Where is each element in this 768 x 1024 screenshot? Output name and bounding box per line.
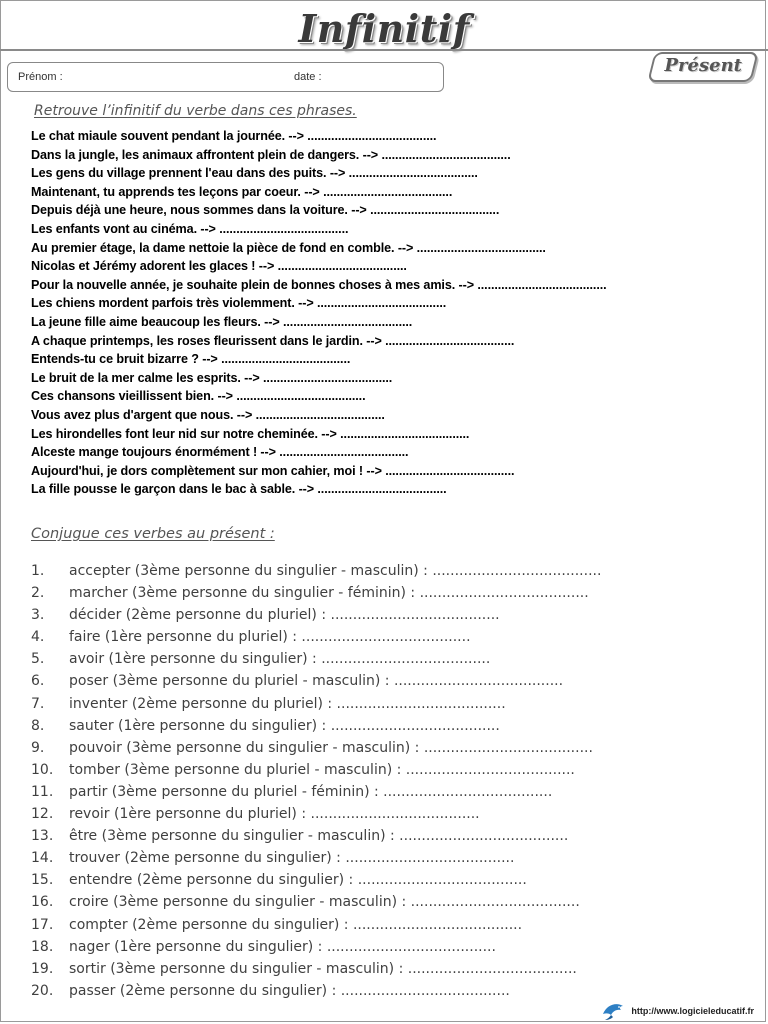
- verb-item: [31, 626, 601, 648]
- verb-item-number: 20.: [31, 982, 54, 999]
- tense-badge: [647, 52, 758, 82]
- verb-item-text: accepter (3ème personne du singulier - masculin) : ......................................: [69, 563, 602, 579]
- verb-item-text: revoir (1ère personne du pluriel) : ......................................: [69, 806, 480, 823]
- verb-item-number: 4.: [31, 629, 45, 646]
- verb-item-number: 7.: [31, 695, 45, 712]
- verb-item-number: 18.: [31, 938, 54, 955]
- prenom-label: Prénom :: [18, 71, 63, 83]
- verb-item-text: inventer (2ème personne du pluriel) : ......................................: [69, 695, 506, 712]
- sentence-item: Entends-tu ce bruit bizarre ? --> ......................................: [31, 352, 351, 367]
- verb-item-number: 3.: [31, 607, 45, 624]
- page-title: Infinitif: [298, 6, 470, 51]
- verb-item-number: 19.: [31, 960, 54, 977]
- verb-item-text: tomber (3ème personne du pluriel - masculin) : ......................................: [69, 761, 575, 778]
- verb-item-number: 6.: [31, 673, 45, 690]
- sentence-item: Le chat miaule souvent pendant la journée. --> ......................................: [31, 129, 437, 143]
- verb-item: [31, 914, 601, 936]
- tense-badge-label: Présent: [664, 55, 742, 76]
- verb-item: [31, 737, 601, 759]
- date-label: date :: [294, 71, 322, 83]
- dolphin-icon: [601, 1000, 627, 1022]
- verb-item-number: 10.: [31, 761, 54, 778]
- verb-item-number: 2.: [31, 585, 45, 602]
- verb-item-text: pouvoir (3ème personne du singulier - masculin) : ......................................: [69, 739, 593, 756]
- sentence-item: A chaque printemps, les roses fleurissent dans le jardin. --> ......................................: [31, 333, 515, 348]
- sentence-item: Les chiens mordent parfois très violemment. --> ......................................: [31, 296, 447, 311]
- verb-item: [31, 803, 601, 825]
- sentence-item: Pour la nouvelle année, je souhaite plein de bonnes choses à mes amis. --> ......................................: [31, 277, 607, 292]
- verb-item: [31, 891, 601, 913]
- verb-item: [31, 670, 601, 692]
- verb-item-number: 16.: [31, 894, 54, 911]
- verb-item: [31, 604, 601, 626]
- title-divider: [0, 49, 768, 51]
- exercise2-title: Conjugue ces verbes au présent :: [31, 526, 275, 542]
- verb-item-text: entendre (2ème personne du singulier) : ......................................: [69, 872, 527, 889]
- verb-item: [31, 980, 601, 1002]
- sentence-item: Les hirondelles font leur nid sur notre cheminée. --> ......................................: [31, 426, 470, 441]
- verb-item-text: trouver (2ème personne du singulier) : ......................................: [69, 850, 515, 867]
- verb-item-text: décider (2ème personne du pluriel) : ......................................: [69, 607, 500, 624]
- verb-item-number: 14.: [31, 850, 54, 867]
- verb-item: [31, 582, 601, 604]
- sentence-item: Nicolas et Jérémy adorent les glaces ! --> ......................................: [31, 259, 407, 274]
- verb-item-text: être (3ème personne du singulier - masculin) : ......................................: [69, 828, 569, 845]
- sentence-item: Depuis déjà une heure, nous sommes dans la voiture. --> ......................................: [31, 203, 500, 218]
- verb-item: [31, 781, 601, 803]
- verb-item-number: 5.: [31, 651, 45, 668]
- verb-item-number: 13.: [31, 828, 54, 845]
- footer: [601, 1000, 754, 1022]
- verb-item: [31, 825, 601, 847]
- verb-item-number: 11.: [31, 783, 54, 800]
- verb-item: [31, 715, 601, 737]
- verb-item-number: 9.: [31, 739, 45, 756]
- verb-item: [31, 648, 601, 670]
- verb-item: [31, 759, 601, 781]
- sentence-item: Dans la jungle, les animaux affrontent plein de dangers. --> ......................................: [31, 147, 511, 162]
- sentence-item: La fille pousse le garçon dans le bac à sable. --> ......................................: [31, 482, 447, 497]
- sentence-item: Vous avez plus d'argent que nous. --> ......................................: [31, 407, 385, 422]
- verb-item-text: croire (3ème personne du singulier - masculin) : ......................................: [69, 894, 580, 911]
- verb-item-text: nager (1ère personne du singulier) : ......................................: [69, 938, 496, 955]
- verb-item-text: sauter (1ère personne du singulier) : ......................................: [69, 717, 500, 734]
- verb-item: [31, 847, 601, 869]
- verb-item-text: faire (1ère personne du pluriel) : ......................................: [69, 629, 471, 646]
- sentence-item: Ces chansons vieillissent bien. --> ......................................: [31, 389, 366, 404]
- verb-item: [31, 560, 601, 582]
- verb-item-text: compter (2ème personne du singulier) : ......................................: [69, 916, 523, 933]
- sentence-item: Alceste mange toujours énormément ! --> ......................................: [31, 445, 409, 460]
- verb-item-number: 1.: [31, 563, 45, 579]
- sentence-item: Aujourd'hui, je dors complètement sur mon cahier, moi ! --> ......................................: [31, 463, 515, 478]
- verb-item-text: avoir (1ère personne du singulier) : ......................................: [69, 651, 491, 668]
- verb-item: [31, 958, 601, 980]
- exercise1-title: Retrouve l’infinitif du verbe dans ces phrases.: [34, 103, 357, 119]
- verb-item: [31, 869, 601, 891]
- verb-list: [31, 560, 601, 1002]
- sentence-item: Les gens du village prennent l'eau dans des puits. --> ......................................: [31, 166, 478, 181]
- footer-url[interactable]: http://www.logicieleducatif.fr: [631, 1006, 754, 1016]
- verb-item-number: 17.: [31, 916, 54, 933]
- verb-item-number: 8.: [31, 717, 45, 734]
- sentence-item: Les enfants vont au cinéma. --> ......................................: [31, 221, 349, 236]
- verb-item-text: marcher (3ème personne du singulier - féminin) : ......................................: [69, 585, 589, 602]
- verb-item-text: poser (3ème personne du pluriel - masculin) : ......................................: [69, 673, 564, 690]
- verb-item-text: passer (2ème personne du singulier) : ......................................: [69, 982, 510, 999]
- sentence-item: Le bruit de la mer calme les esprits. --> ......................................: [31, 370, 393, 385]
- sentence-item: La jeune fille aime beaucoup les fleurs. --> ......................................: [31, 314, 413, 329]
- verb-item: [31, 936, 601, 958]
- verb-item-text: sortir (3ème personne du singulier - masculin) : ......................................: [69, 960, 577, 977]
- student-info-box: [7, 62, 444, 92]
- verb-item: [31, 693, 601, 715]
- sentence-item: Au premier étage, la dame nettoie la pièce de fond en comble. --> ......................................: [31, 240, 546, 255]
- verb-item-number: 12.: [31, 806, 54, 823]
- verb-item-number: 15.: [31, 872, 54, 889]
- sentence-item: Maintenant, tu apprends tes leçons par coeur. --> ......................................: [31, 184, 453, 199]
- verb-item-text: partir (3ème personne du pluriel - féminin) : ......................................: [69, 783, 553, 800]
- sentence-list: [31, 127, 607, 499]
